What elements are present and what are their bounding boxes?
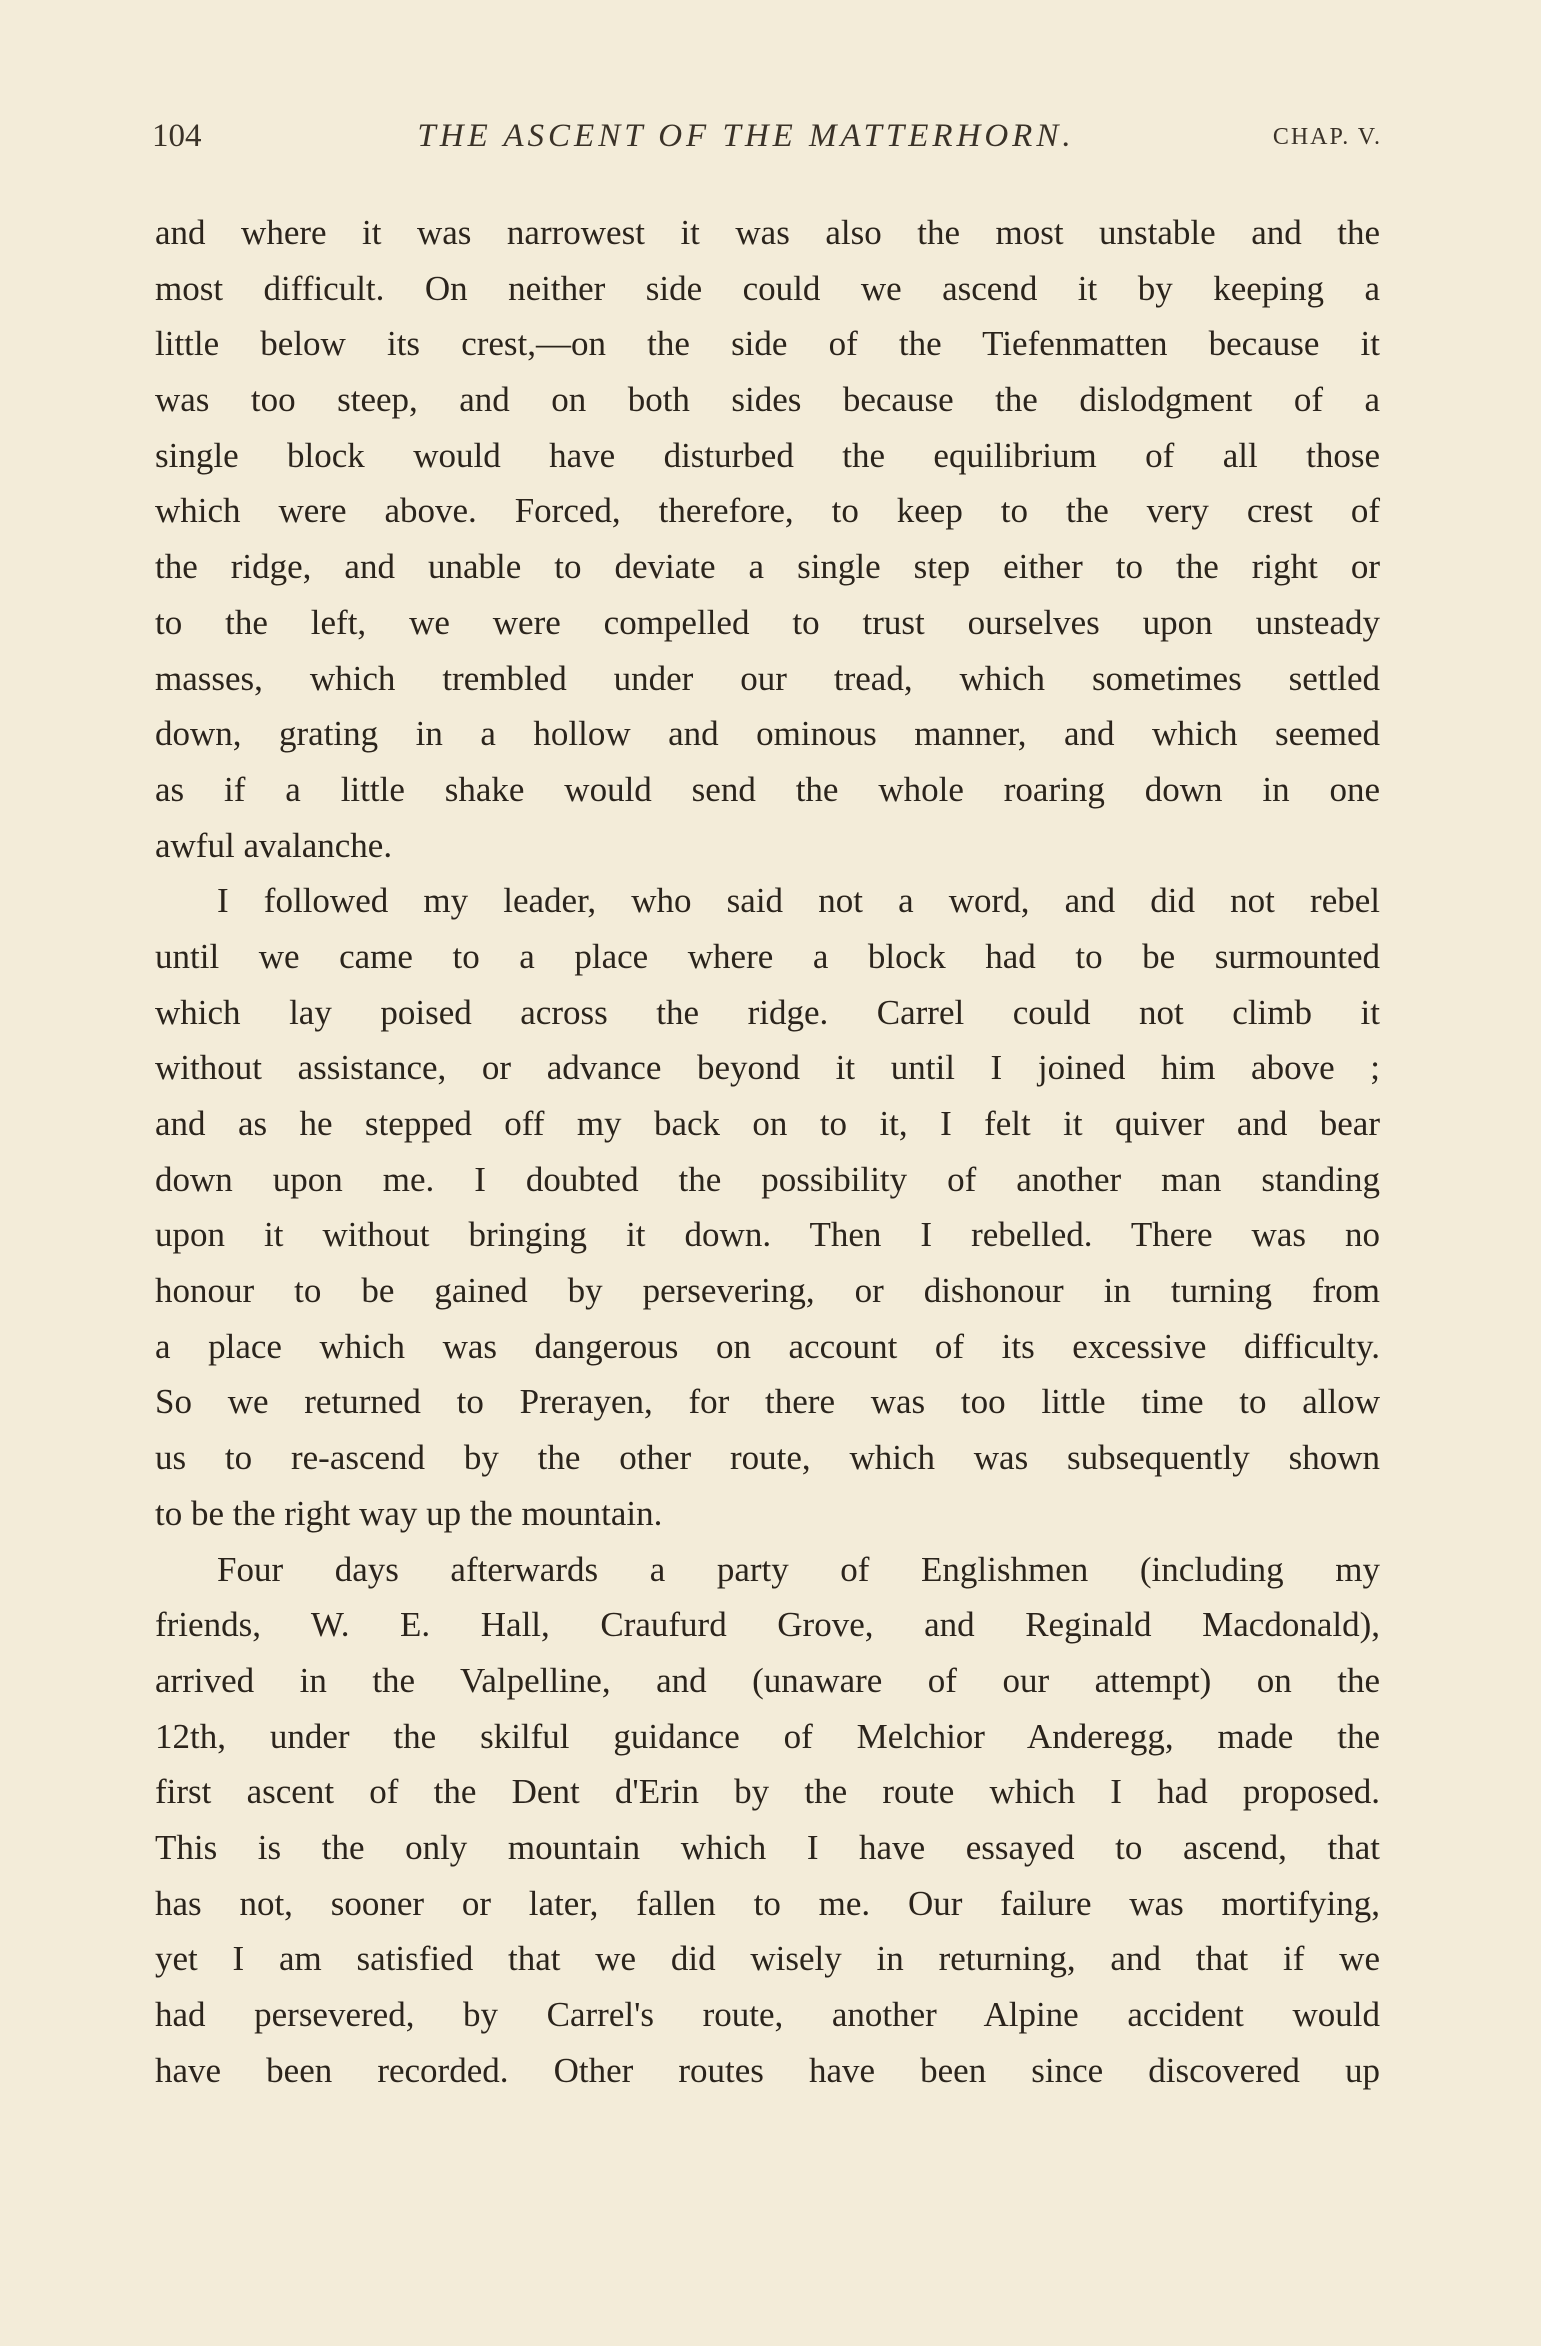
text-line: to be the right way up the mountain. [155,1493,663,1533]
text-line: first ascent of the Dent d'Erin by the route which I had proposed. [155,1772,1380,1812]
text-line: single block would have disturbed the equilibrium of all those [155,435,1380,475]
text-line: the ridge, and unable to deviate a single step either to the right or [155,547,1380,587]
text-line: and as he stepped off my back on to it, I felt it quiver and bear [155,1104,1380,1143]
text-line: This is the only mountain which I have essayed to ascend, that [155,1827,1380,1867]
text-line: and where it was narrowest it was also the most unstable and the [155,213,1380,252]
text-line: which lay poised across the ridge. Carrel could not climb it [155,992,1380,1032]
text-line: has not, sooner or later, fallen to me. Our failure was mortifying, [155,1883,1380,1923]
text-line: I followed my leader, who said not a word, and did not rebel [217,881,1380,921]
text-line: 12th, under the skilful guidance of Melchior Anderegg, made the [155,1716,1380,1756]
text-line: friends, W. E. Hall, Craufurd Grove, and Reginald Macdonald), [155,1605,1380,1645]
text-line: honour to be gained by persevering, or dishonour in turning from [155,1271,1380,1311]
chapter-label: CHAP. V. [1272,124,1382,150]
text-line: had persevered, by Carrel's route, another Alpine accident would [155,1995,1380,2034]
text-line: awful avalanche. [155,825,393,865]
page-header [152,118,1382,162]
text-line: a place which was dangerous on account of its excessive difficulty. [155,1326,1380,1366]
text-line: as if a little shake would send the whole roaring down in one [155,769,1380,809]
text-line: upon it without bringing it down. Then I rebelled. There was no [155,1215,1380,1255]
text-line: So we returned to Prerayen, for there was too little time to allow [155,1382,1380,1422]
text-line: until we came to a place where a block had to be surmounted [155,936,1380,976]
text-line: little below its crest,—on the side of the Tiefenmatten because it [155,324,1380,364]
text-line: Four days afterwards a party of Englishmen (including my [217,1549,1380,1589]
text-line: masses, which trembled under our tread, which sometimes settled [155,658,1380,698]
text-line: arrived in the Valpelline, and (unaware of our attempt) on the [155,1660,1380,1700]
text-line: was too steep, and on both sides because the dislodgment of a [155,380,1380,420]
text-line: most difficult. On neither side could we ascend it by keeping a [155,268,1380,308]
text-line: yet I am satisfied that we did wisely in returning, and that if we [155,1939,1380,1979]
text-line: which were above. Forced, therefore, to keep to the very crest of [155,491,1380,531]
text-line: down upon me. I doubted the possibility of another man standing [155,1159,1380,1199]
text-line: have been recorded. Other routes have been since discovered up [155,2050,1380,2090]
text-line: down, grating in a hollow and ominous manner, and which seemed [155,714,1380,754]
text-line: without assistance, or advance beyond it until I joined him above ; [155,1048,1380,1088]
running-head: THE ASCENT OF THE MATTERHORN. [417,118,1075,154]
body-text [155,205,1380,2098]
text-line: us to re-ascend by the other route, which was subsequently shown [155,1438,1380,1478]
page-number: 104 [152,118,202,154]
text-line: to the left, we were compelled to trust ourselves upon unsteady [155,602,1380,642]
